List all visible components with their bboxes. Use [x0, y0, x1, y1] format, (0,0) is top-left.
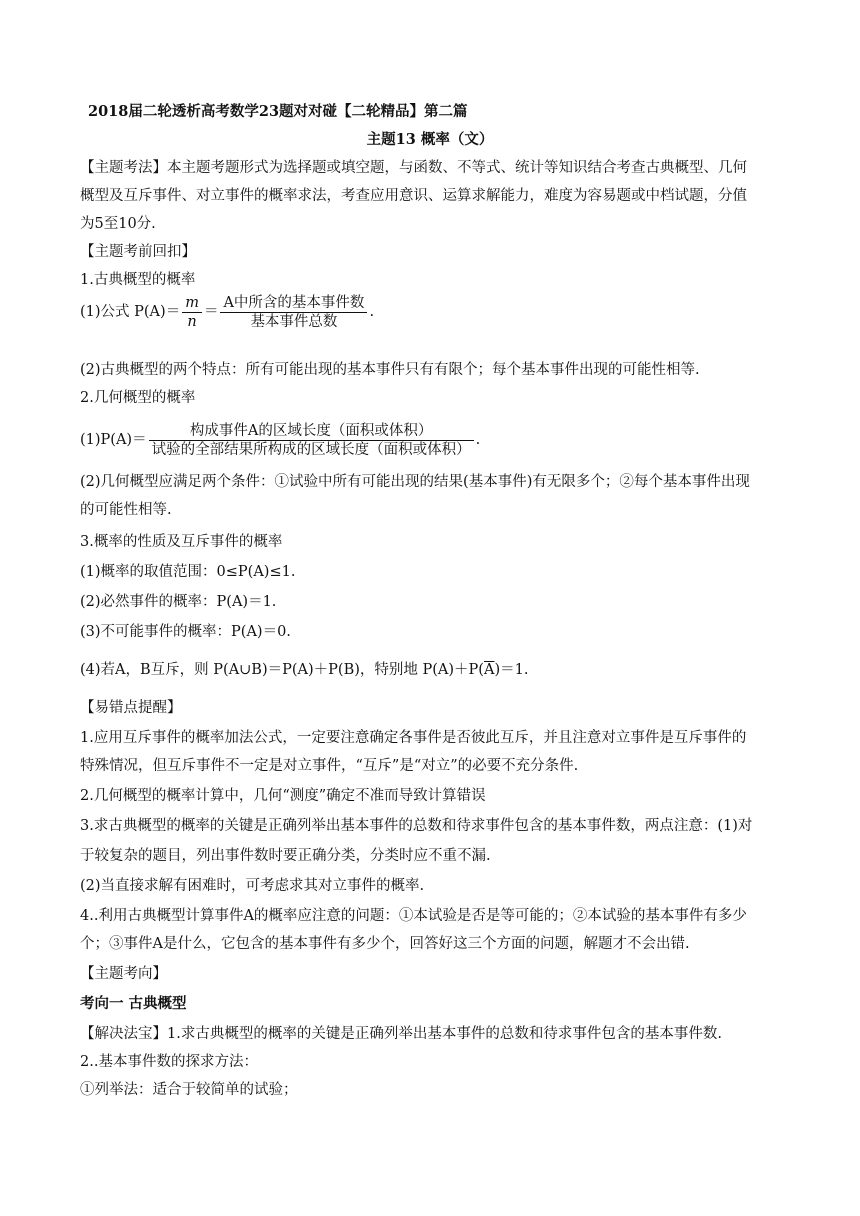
classical-point-2: (2)古典概型的两个特点：所有可能出现的基本事件只有有限个；每个基本事件出现的可能性相等.: [80, 362, 700, 378]
mistakes-heading: 【易错点提醒】: [80, 700, 182, 716]
direction-heading: 【主题考向】: [80, 966, 167, 982]
mistake-3-line-1: 3.求古典概型的概率的关键是正确列举出基本事件的总数和待求事件包含的基本事件数，两点注意：(1)对: [80, 818, 753, 834]
classical-formula: (1)公式 P(A)＝ $\frac{m}{n}$ ＝ $\frac{\text{A中所含的基本事件数}}{\text{基本事件总数}}$ .: [80, 294, 375, 330]
fraction-event-count: [220, 294, 367, 331]
fraction-denominator: 基本事件总数: [250, 313, 338, 330]
mistake-1-line-1: 1.应用互斥事件的概率加法公式，一定要注意确定各事件是否彼此互斥，并且注意对立事件是互斥事件的: [80, 730, 747, 746]
geometric-formula-prefix: (1)P(A)＝: [80, 432, 147, 448]
fraction-numerator: 构成事件A的区域长度（面积或体积）: [149, 422, 474, 441]
property-2: (2)必然事件的概率：P(A)＝1.: [80, 594, 277, 610]
mistake-4-line-1: 4..利用古典概型计算事件A的概率应注意的问题：①本试验是否是等可能的；②本试验的基本事件有多少: [80, 908, 747, 924]
solve-label: 【解决法宝】: [80, 1026, 167, 1042]
direction-1-title: 考向一 古典概型: [80, 995, 187, 1012]
fraction-denominator: n: [187, 313, 197, 330]
solve-line-3: ①列举法：适合于较简单的试验；: [80, 1082, 298, 1098]
geometric-point-2-line-2: 的可能性相等.: [80, 502, 172, 518]
solve-line-2: 2..基本事件数的探求方法：: [80, 1054, 258, 1070]
property-3: (3)不可能事件的概率：P(A)＝0.: [80, 624, 291, 640]
document-title: 2018届二轮透析高考数学23题对对碰【二轮精品】第二篇: [88, 103, 468, 120]
method-paragraph-line-2: 概型及互斥事件、对立事件的概率求法，考查应用意识、运算求解能力，难度为容易题或中档试题，分值: [80, 188, 747, 204]
fraction-m-over-n: [182, 294, 202, 331]
classical-title: 1.古典概型的概率: [80, 272, 196, 288]
classical-formula-prefix: (1)公式 P(A)＝: [80, 304, 181, 320]
method-paragraph-line-1: [80, 158, 784, 178]
property-4: [80, 660, 784, 680]
solve-line-1: [80, 1024, 784, 1044]
mistake-3-line-3: (2)当直接求解有困难时，可考虑求其对立事件的概率.: [80, 878, 425, 894]
mistake-1-line-2: 特殊情况，但互斥事件不一定是对立事件，“互斥”是“对立”的必要不充分条件.: [80, 758, 579, 774]
mistake-3-line-2: 于较复杂的题目，列出事件数时要正确分类，分类时应不重不漏.: [80, 848, 491, 864]
complement-a: $\overline{A}$: [483, 662, 495, 678]
method-paragraph-line-3: 为5至10分.: [80, 216, 156, 232]
property-title: 3.概率的性质及互斥事件的概率: [80, 534, 283, 550]
mistake-2: 2.几何概型的概率计算中，几何“测度”确定不准而导致计算错误: [80, 788, 486, 804]
fraction-numerator: A中所含的基本事件数: [220, 294, 367, 313]
property-1: (1)概率的取值范围：0≤P(A)≤1.: [80, 564, 296, 580]
method-text: 本主题考题形式为选择题或填空题，与函数、不等式、统计等知识结合考查古典概型、几何: [167, 160, 747, 176]
document-subtitle: 主题13 概率（文）: [366, 131, 494, 148]
geometric-point-2-line-1: (2)几何概型应满足两个条件：①试验中所有可能出现的结果(基本事件)有无限多个；②每个基本事件出现: [80, 474, 750, 490]
geometric-title: 2.几何概型的概率: [80, 390, 196, 406]
property-4-text: (4)若A，B互斥，则 P(A∪B)＝P(A)＋P(B)，特别地 P(A)＋P(: [80, 662, 484, 678]
fraction-numerator: m: [182, 294, 202, 313]
method-label: 【主题考法】: [80, 160, 167, 176]
fraction-geometric: [149, 422, 474, 459]
review-heading: 【主题考前回扣】: [80, 244, 196, 260]
mistake-4-line-2: 个；③事件A是什么，它包含的基本事件有多少个，回答好这三个方面的问题，解题才不会出错.: [80, 936, 690, 952]
solve-text: 1.求古典概型的概率的关键是正确列举出基本事件的总数和待求事件包含的基本事件数.: [167, 1026, 722, 1042]
geometric-formula: (1)P(A)＝ $\frac{\text{构成事件A的区域长度（面积或体积）}}{\text{试验的全部结果所构成的区域长度（面积或体积）}}$ .: [80, 422, 481, 458]
property-4-end: )＝1.: [494, 662, 529, 678]
fraction-denominator: 试验的全部结果所构成的区域长度（面积或体积）: [151, 441, 471, 458]
